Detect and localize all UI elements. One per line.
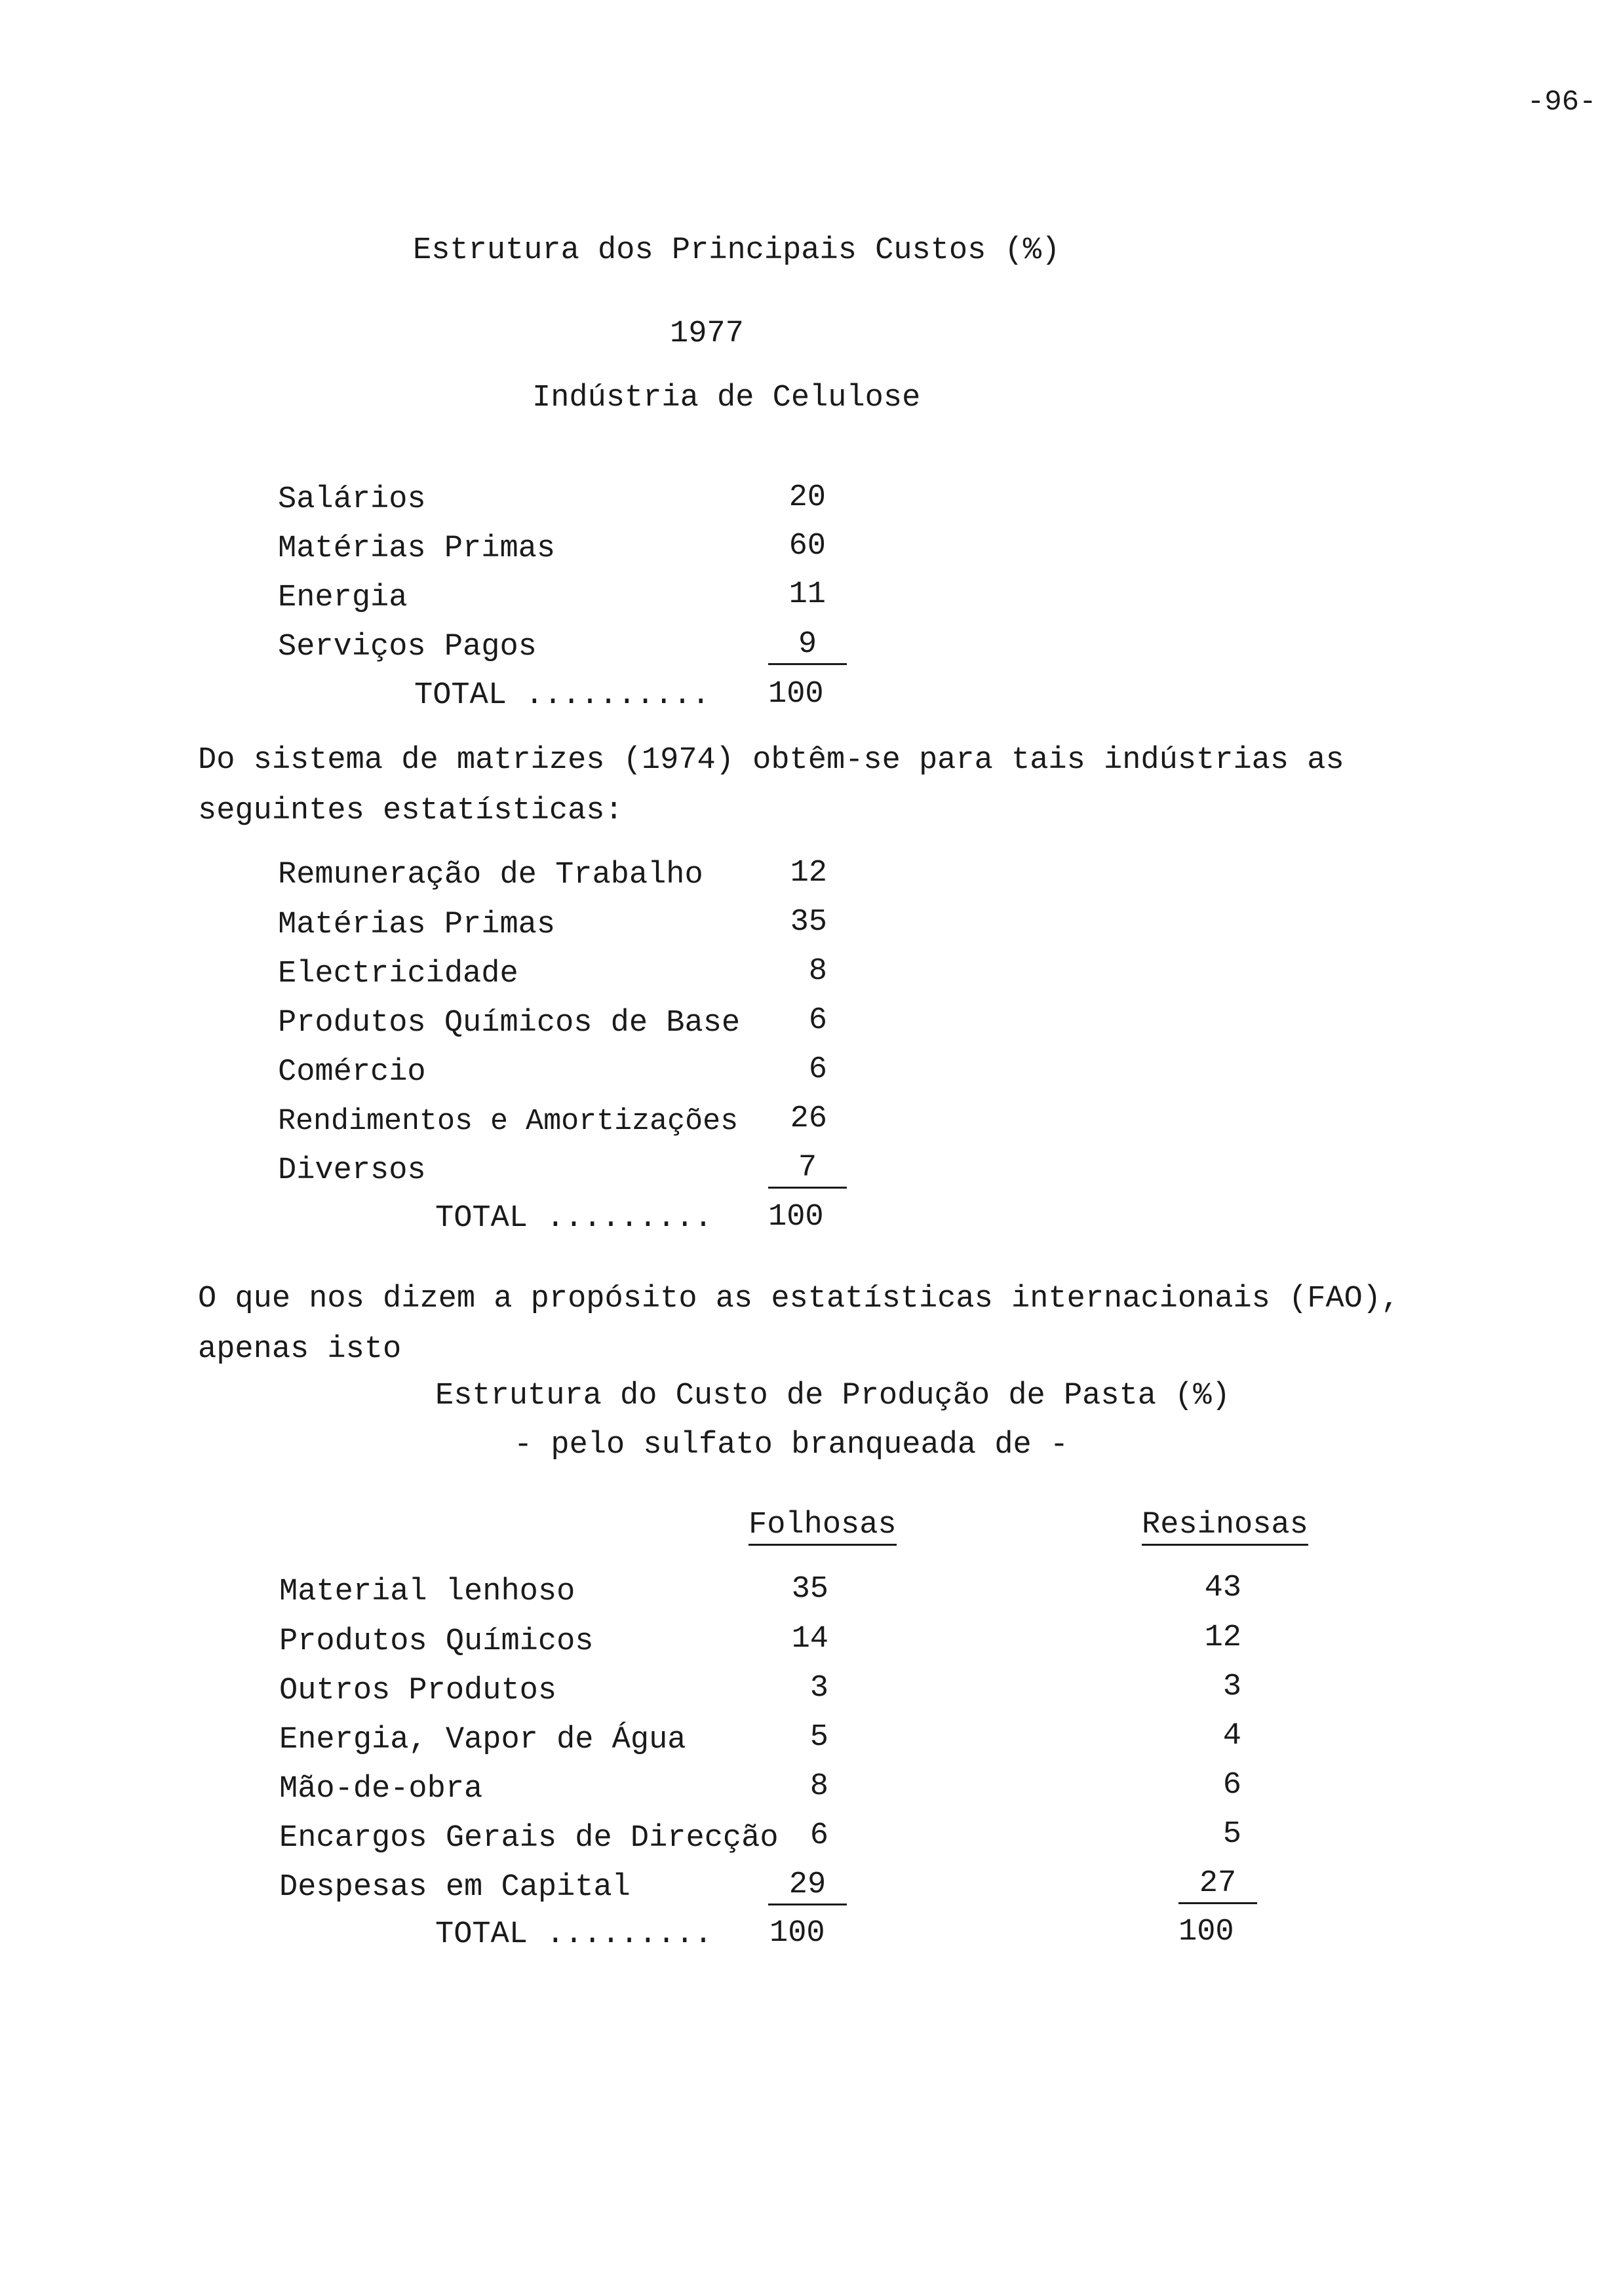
- table3-row-label: Material lenhoso: [279, 1575, 575, 1609]
- table3-row-resinosas: 27: [1178, 1866, 1257, 1904]
- table1-row-label: Salários: [278, 482, 426, 517]
- table3-total-folhosas: 100: [769, 1916, 825, 1951]
- table3-row-folhosas: 3: [809, 1671, 828, 1706]
- table1-total-label: TOTAL ..........: [414, 678, 710, 713]
- table3-row-label: Despesas em Capital: [279, 1870, 631, 1905]
- table3-row-folhosas: 29: [768, 1867, 847, 1905]
- table3-row-resinosas: 5: [1222, 1817, 1241, 1852]
- table2-row-value: 12: [790, 856, 827, 890]
- table1-row-value: 11: [788, 577, 826, 612]
- table3-row-label: Mão-de-obra: [279, 1772, 483, 1807]
- table2-row-label: Remuneração de Trabalho: [278, 858, 703, 892]
- table2-row-label: Rendimentos e Amortizações: [278, 1105, 739, 1138]
- table1-row-label: Matérias Primas: [278, 531, 556, 566]
- table1-row-value: 60: [788, 529, 826, 564]
- table2-total-value: 100: [768, 1200, 824, 1234]
- table3-total-resinosas: 100: [1178, 1915, 1234, 1949]
- table3-row-folhosas: 35: [791, 1572, 828, 1607]
- table3-row-label: Outros Produtos: [279, 1674, 557, 1708]
- table3-row-label: Produtos Químicos: [279, 1624, 594, 1659]
- paragraph2-line2: apenas isto: [198, 1332, 402, 1367]
- table2-row-value: 26: [790, 1101, 827, 1136]
- table1-row-label: Energia: [278, 581, 408, 615]
- table2-row-value: 6: [808, 1052, 827, 1087]
- table3-row-folhosas: 6: [809, 1818, 828, 1853]
- table1-row-label: Serviços Pagos: [278, 630, 537, 664]
- table3-row-folhosas: 5: [809, 1720, 828, 1755]
- page-number: -96-: [1527, 86, 1597, 119]
- table2-row-value: 6: [808, 1003, 827, 1038]
- table3-header-folhosas: Folhosas: [749, 1507, 897, 1546]
- paragraph1-line2: seguintes estatísticas:: [198, 794, 623, 828]
- table2-row-label: Electricidade: [278, 957, 518, 991]
- document-title: Estrutura dos Principais Custos (%): [413, 233, 1060, 268]
- table3-row-resinosas: 12: [1204, 1620, 1241, 1655]
- table3-row-label: Encargos Gerais de Direcção: [279, 1821, 779, 1856]
- table3-row-resinosas: 6: [1222, 1768, 1241, 1803]
- table3-row-label: Energia, Vapor de Água: [279, 1723, 686, 1757]
- table2-row-value: 8: [808, 954, 827, 989]
- table3-row-resinosas: 3: [1222, 1670, 1241, 1704]
- document-year: 1977: [670, 316, 744, 351]
- document-industry: Indústria de Celulose: [532, 381, 921, 415]
- table3-row-resinosas: 4: [1222, 1719, 1241, 1753]
- table2-row-label: Produtos Químicos de Base: [278, 1006, 741, 1041]
- table1-row-value: 9: [768, 626, 847, 665]
- table1-row-value: 20: [788, 480, 826, 515]
- table3-title: Estrutura do Custo de Produção de Pasta (%): [435, 1379, 1230, 1413]
- paragraph2-line1: O que nos dizem a propósito as estatísticas internacionais (FAO),: [198, 1282, 1400, 1316]
- table3-total-label: TOTAL .........: [435, 1917, 713, 1952]
- table2-row-label: Diversos: [278, 1153, 426, 1188]
- table3-header-resinosas: Resinosas: [1142, 1507, 1308, 1546]
- paragraph1-line1: Do sistema de matrizes (1974) obtêm-se para tais indústrias as: [198, 743, 1344, 778]
- table3-row-folhosas: 8: [809, 1769, 828, 1804]
- table2-row-label: Matérias Primas: [278, 908, 556, 942]
- table2-row-value: 7: [768, 1150, 847, 1189]
- table3-row-resinosas: 43: [1204, 1571, 1241, 1605]
- table2-row-value: 35: [790, 905, 827, 940]
- table1-total-value: 100: [768, 677, 824, 712]
- table2-total-label: TOTAL .........: [435, 1201, 713, 1236]
- table2-row-label: Comércio: [278, 1055, 426, 1090]
- table3-row-folhosas: 14: [791, 1622, 828, 1656]
- table3-subtitle: - pelo sulfato branqueada de -: [514, 1428, 1069, 1463]
